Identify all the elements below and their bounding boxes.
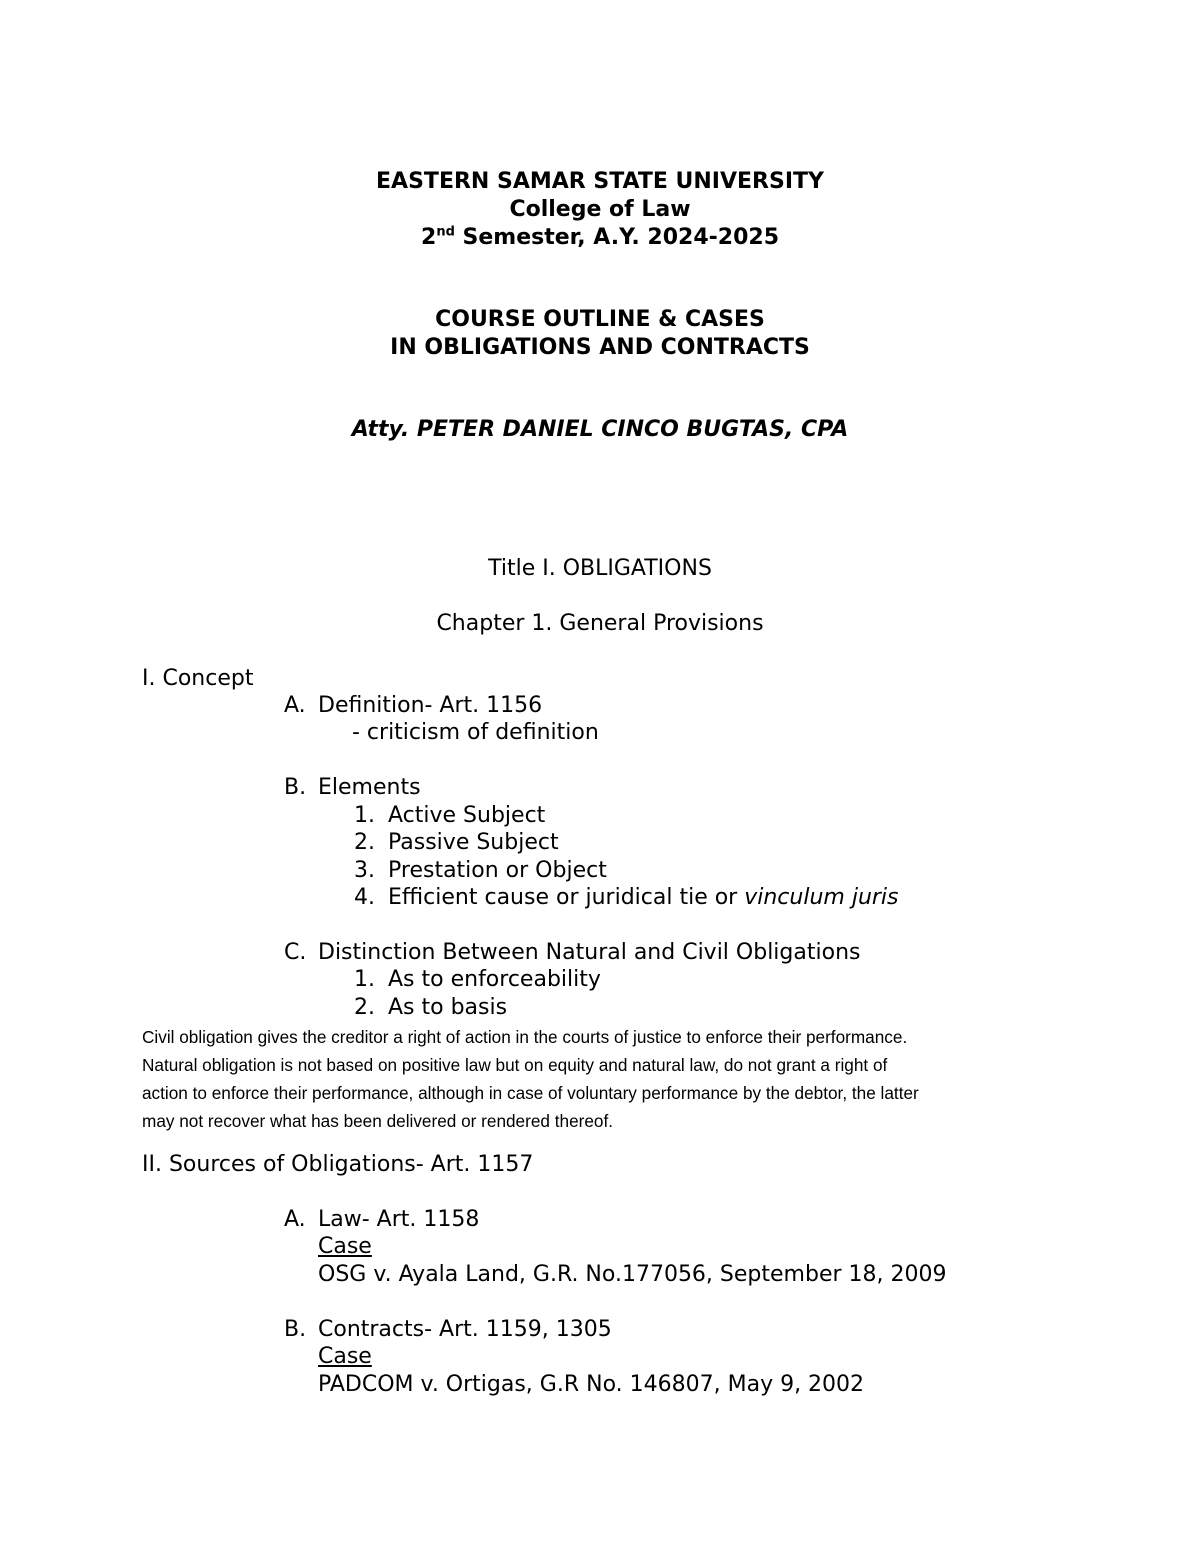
list-marker: C. [284, 940, 307, 965]
source-item-law: Law- Art. 1158 [318, 1207, 480, 1232]
university-name: EASTERN SAMAR STATE UNIVERSITY [376, 169, 824, 194]
semester-year: Semester, A.Y. 2024-2025 [454, 225, 779, 250]
paragraph-line: may not recover what has been delivered or rendered thereof. [142, 1111, 614, 1131]
course-title-line2: IN OBLIGATIONS AND CONTRACTS [390, 335, 810, 360]
author-name: Atty. PETER DANIEL CINCO BUGTAS, CPA [351, 417, 849, 442]
source-item-contracts: Contracts- Art. 1159, 1305 [318, 1317, 612, 1342]
list-marker: A. [284, 693, 306, 718]
chapter-heading: Chapter 1. General Provisions [436, 611, 764, 636]
latin-term: vinculum juris [744, 885, 899, 910]
paragraph-line: Natural obligation is not based on positive law but on equity and natural law, do not grant a right of [142, 1055, 888, 1075]
element-list-item: Prestation or Object [388, 858, 607, 883]
list-marker: B. [284, 775, 307, 800]
distinction-item: Distinction Between Natural and Civil Obligations [318, 940, 861, 965]
list-marker: 2. [354, 830, 375, 855]
list-marker: A. [284, 1207, 306, 1232]
course-title-line1: COURSE OUTLINE & CASES [435, 307, 765, 332]
list-marker: 2. [354, 995, 375, 1020]
semester-ordinal-suffix: nd [436, 224, 455, 240]
list-marker: 1. [354, 967, 375, 992]
semester-number: 2 [421, 225, 437, 250]
definition-sub-item: - criticism of definition [352, 720, 599, 745]
paragraph-line: Civil obligation gives the creditor a right of action in the courts of justice to enforce their performance. [142, 1027, 908, 1047]
college-name: College of Law [509, 197, 691, 222]
title-heading: Title I. OBLIGATIONS [488, 556, 712, 581]
section-heading-sources: II. Sources of Obligations- Art. 1157 [142, 1152, 534, 1177]
semester-line [0, 224, 1200, 252]
distinction-list-item: As to enforceability [388, 967, 601, 992]
element-list-item [388, 884, 899, 912]
element-list-item: Active Subject [388, 803, 546, 828]
section-heading-concept: I. Concept [142, 666, 254, 691]
paragraph-line: action to enforce their performance, although in case of voluntary performance by the debtor, the latter [142, 1083, 919, 1103]
definition-item: Definition- Art. 1156 [318, 693, 543, 718]
case-citation: PADCOM v. Ortigas, G.R No. 146807, May 9, 2002 [318, 1372, 865, 1397]
list-marker: 1. [354, 803, 375, 828]
element-text: Efficient cause or juridical tie or [388, 885, 745, 910]
list-marker: B. [284, 1317, 307, 1342]
elements-item: Elements [318, 775, 421, 800]
list-marker: 4. [354, 885, 375, 910]
element-list-item: Passive Subject [388, 830, 559, 855]
distinction-list-item: As to basis [388, 995, 508, 1020]
list-marker: 3. [354, 858, 375, 883]
case-label: Case [318, 1344, 372, 1369]
case-citation: OSG v. Ayala Land, G.R. No.177056, September 18, 2009 [318, 1262, 947, 1287]
case-label: Case [318, 1234, 372, 1259]
